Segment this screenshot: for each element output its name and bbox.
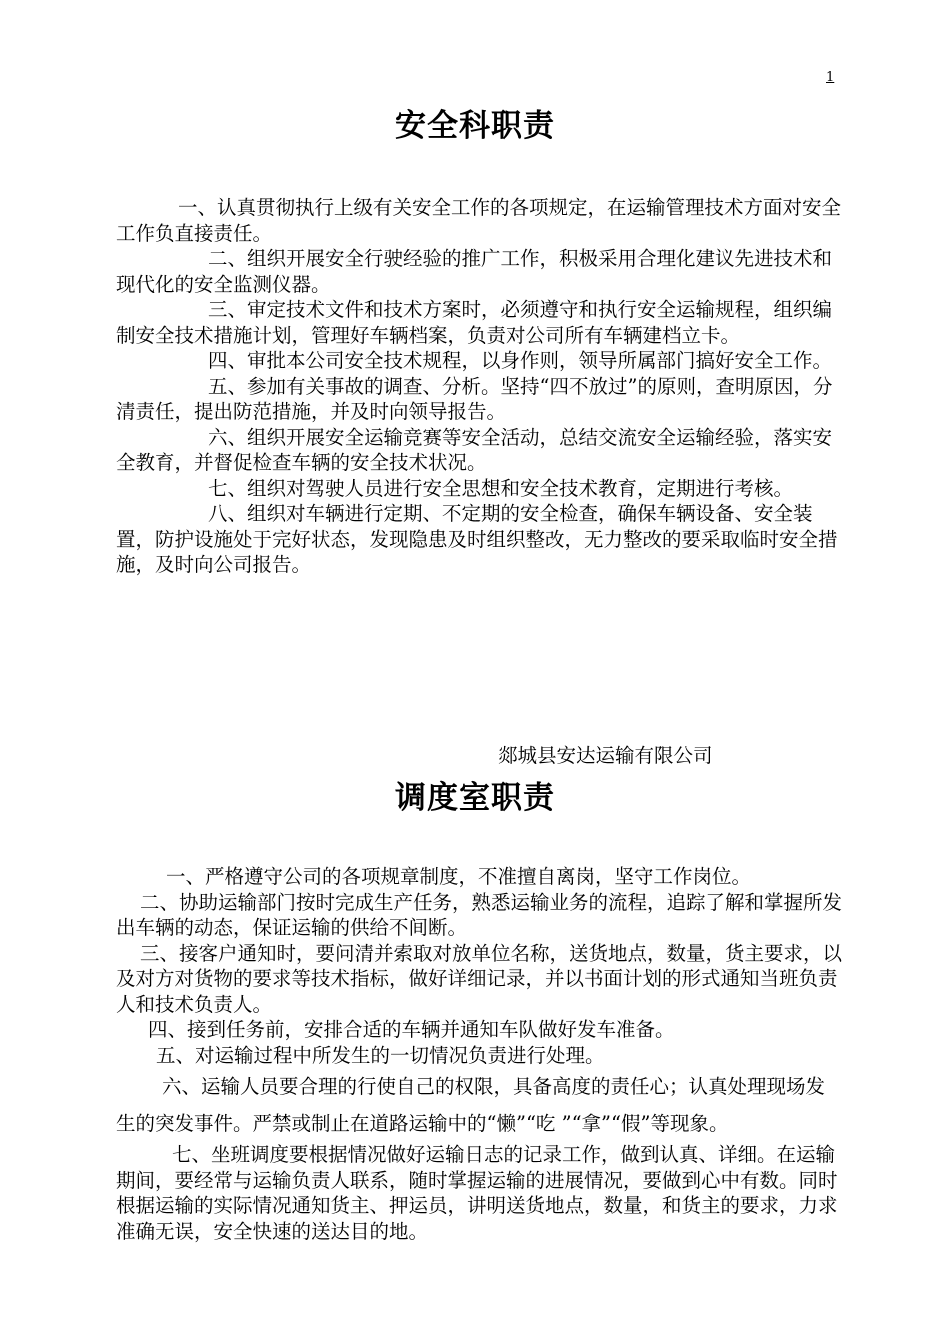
dispatch-duty-item: 二、协助运输部门按时完成生产任务，熟悉运输业务的流程，追踪了解和掌握所发出车辆的动态，保证运输的供给不间断。 (116, 890, 843, 939)
safety-duty-item: 四、审批本公司安全技术规程，以身作则，领导所属部门搞好安全工作。 (208, 349, 833, 372)
safety-duty-item: 六、组织开展安全运输竞赛等安全活动，总结交流安全运输经验，落实安全教育，并督促检查车辆的安全技术状况。 (116, 425, 833, 474)
dispatch-duty-item: 六、运输人员要合理的行使自己的权限，具备高度的责任心；认真处理现场发生的突发事件。严禁或制止在道路运输中的“懒”“吃 ”“拿”“假”等现象。 (116, 1075, 826, 1135)
dispatch-duty-item: 四、接到任务前，安排合适的车辆并通知车队做好发车准备。 (148, 1018, 675, 1041)
section-title-dispatch: 调度室职责 (395, 780, 555, 816)
dispatch-duties-body (116, 864, 842, 1244)
dispatch-duty-item: 一、严格遵守公司的各项规章制度，不准擅自离岗，坚守工作岗位。 (166, 865, 752, 888)
page-number: 1 (826, 70, 835, 85)
safety-duties-body (116, 195, 842, 578)
safety-duty-item: 一、认真贯彻执行上级有关安全工作的各项规定，在运输管理技术方面对安全工作负直接责任。 (116, 196, 842, 245)
safety-duty-item: 三、审定技术文件和技术方案时，必须遵守和执行安全运输规程，组织编制安全技术措施计划，管理好车辆档案，负责对公司所有车辆建档立卡。 (116, 298, 833, 347)
dispatch-duty-item: 五、对运输过程中所发生的一切情况负责进行处理。 (156, 1043, 605, 1067)
safety-duty-item: 七、组织对驾驶人员进行安全思想和安全技术教育，定期进行考核。 (208, 476, 794, 500)
section-title-safety: 安全科职责 (395, 108, 555, 144)
dispatch-duty-item: 七、坐班调度要根据情况做好运输日志的记录工作，做到认真、详细。在运输期间，要经常与运输负责人联系，随时掌握运输的进展情况，要做到心中有数。同时根据运输的实际情况通知货主、押运员，讲明送货地点，数量，和货主的要求，力求准确无误，安全快速的送达目的地。 (116, 1143, 838, 1243)
company-name: 郯城县安达运输有限公司 (498, 744, 713, 767)
safety-duty-item: 二、组织开展安全行驶经验的推广工作，积极采用合理化建议先进技术和现代化的安全监测仪器。 (116, 247, 833, 296)
safety-duty-item: 八、组织对车辆进行定期、不定期的安全检查，确保车辆设备、安全装置，防护设施处于完好状态，发现隐患及时组织整改，无力整改的要采取临时安全措施，及时向公司报告。 (116, 502, 838, 576)
dispatch-duty-item: 三、接客户通知时，要问清并索取对放单位名称，送货地点，数量，货主要求，以及对方对货物的要求等技术指标，做好详细记录，并以书面计划的形式通知当班负责人和技术负责人。 (116, 941, 843, 1016)
safety-duty-item: 五、参加有关事故的调查、分析。坚持“四不放过”的原则，查明原因，分清责任，提出防范措施，并及时向领导报告。 (116, 374, 833, 423)
